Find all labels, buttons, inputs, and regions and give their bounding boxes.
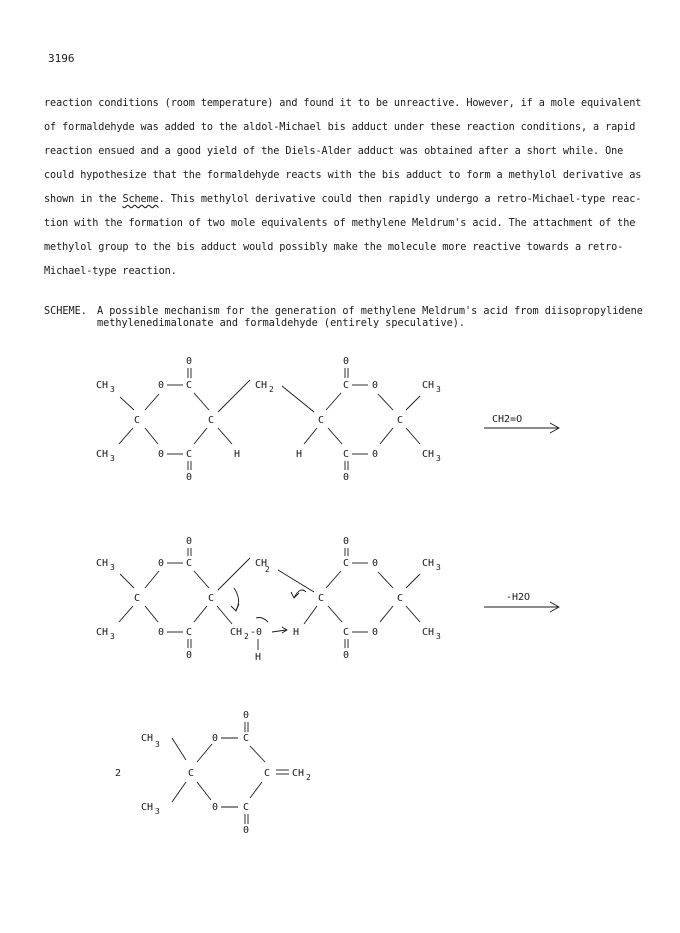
- svg-text:0: 0: [372, 627, 379, 638]
- svg-text:C: C: [397, 415, 404, 426]
- svg-text:H: H: [255, 652, 262, 663]
- svg-text:0: 0: [158, 449, 165, 460]
- svg-text:CH: CH: [96, 558, 109, 569]
- svg-text:0: 0: [372, 380, 379, 391]
- svg-text:C: C: [343, 380, 350, 391]
- svg-text:-0: -0: [250, 627, 263, 638]
- svg-text:H: H: [234, 449, 241, 460]
- svg-text:CH: CH: [96, 449, 109, 460]
- svg-text:3: 3: [110, 454, 115, 463]
- svg-text:3: 3: [110, 385, 115, 394]
- svg-text:0: 0: [212, 733, 219, 744]
- paragraph-line: could hypothesize that the formaldehyde reacts with the bis adduct to form a methylol derivative as: [44, 170, 642, 181]
- svg-text:H: H: [296, 449, 303, 460]
- stoichiometric-coefficient: 2: [115, 768, 122, 779]
- paragraph-line: tion with the formation of two mole equivalents of methylene Meldrum's acid. The attachment of the: [44, 218, 636, 229]
- svg-text:0: 0: [158, 380, 165, 391]
- svg-text:0: 0: [158, 627, 165, 638]
- scheme-caption-line: methylenedimalonate and formaldehyde (entirely speculative).: [97, 318, 466, 329]
- methylene-meldrums-acid-structure: [115, 710, 311, 836]
- reagent-label: CH2=O: [492, 414, 523, 425]
- paragraph-line: shown in the Scheme. This methylol derivative could then rapidly undergo a retro-Michael-type reac-: [44, 194, 642, 205]
- methylol-derivative-structure: [96, 536, 441, 663]
- svg-text:C: C: [134, 593, 141, 604]
- svg-text:0: 0: [158, 558, 165, 569]
- svg-text:C: C: [186, 380, 193, 391]
- paragraph-line: Michael-type reaction.: [44, 266, 177, 277]
- paragraph-line: of formaldehyde was added to the aldol-Michael bis adduct under these reaction conditions, a rapid: [44, 122, 636, 133]
- reaction-arrow-2: [484, 592, 559, 612]
- scheme-caption-label: SCHEME.: [44, 306, 87, 317]
- svg-text:0: 0: [372, 558, 379, 569]
- svg-text:0: 0: [343, 472, 350, 483]
- svg-text:3: 3: [436, 454, 441, 463]
- bis-adduct-structure: [96, 356, 441, 483]
- svg-text:C: C: [208, 593, 215, 604]
- svg-text:CH: CH: [422, 627, 435, 638]
- paragraph-line: reaction ensued and a good yield of the Diels-Alder adduct was obtained after a short while. One: [44, 146, 624, 157]
- svg-text:C: C: [243, 802, 250, 813]
- svg-text:C: C: [188, 768, 195, 779]
- svg-text:3: 3: [436, 632, 441, 641]
- svg-text:CH: CH: [422, 449, 435, 460]
- svg-text:CH: CH: [422, 558, 435, 569]
- svg-text:3: 3: [436, 563, 441, 572]
- reagent-label: -H2O: [506, 592, 531, 603]
- svg-text:0: 0: [186, 650, 193, 661]
- svg-text:0: 0: [243, 710, 250, 721]
- svg-text:0: 0: [343, 650, 350, 661]
- svg-text:H: H: [293, 627, 300, 638]
- svg-text:C: C: [318, 593, 325, 604]
- svg-text:2: 2: [244, 632, 249, 641]
- svg-text:3: 3: [110, 563, 115, 572]
- scheme-caption-line: A possible mechanism for the generation of methylene Meldrum's acid from diisopropylidene: [97, 306, 643, 317]
- svg-text:C: C: [343, 627, 350, 638]
- svg-text:CH: CH: [255, 558, 268, 569]
- svg-text:CH: CH: [141, 802, 154, 813]
- svg-text:C: C: [343, 558, 350, 569]
- svg-text:CH: CH: [230, 627, 243, 638]
- svg-text:C: C: [186, 627, 193, 638]
- svg-text:0: 0: [343, 536, 350, 547]
- svg-text:0: 0: [343, 356, 350, 367]
- svg-text:CH: CH: [255, 380, 268, 391]
- paragraph-line: reaction conditions (room temperature) and found it to be unreactive. However, if a mole equivalent: [44, 98, 642, 109]
- svg-text:C: C: [318, 415, 325, 426]
- svg-text:C: C: [186, 449, 193, 460]
- svg-text:3: 3: [155, 807, 160, 816]
- svg-text:0: 0: [372, 449, 379, 460]
- svg-text:CH: CH: [96, 380, 109, 391]
- svg-text:0: 0: [243, 825, 250, 836]
- svg-text:2: 2: [265, 565, 270, 574]
- svg-text:2: 2: [269, 385, 274, 394]
- svg-text:C: C: [186, 558, 193, 569]
- svg-text:C: C: [134, 415, 141, 426]
- svg-text:C: C: [243, 733, 250, 744]
- reaction-scheme: [0, 330, 680, 870]
- svg-text:C: C: [264, 768, 271, 779]
- svg-text:C: C: [397, 593, 404, 604]
- svg-text:C: C: [208, 415, 215, 426]
- body-paragraph: [44, 92, 644, 284]
- svg-text:CH: CH: [292, 768, 305, 779]
- svg-text:0: 0: [212, 802, 219, 813]
- svg-text:0: 0: [186, 356, 193, 367]
- svg-text:2: 2: [306, 773, 311, 782]
- paragraph-line: methylol group to the bis adduct would possibly make the molecule more reactive towards a retro-: [44, 242, 624, 253]
- svg-text:3: 3: [436, 385, 441, 394]
- svg-text:CH: CH: [422, 380, 435, 391]
- svg-text:3: 3: [110, 632, 115, 641]
- svg-text:CH: CH: [141, 733, 154, 744]
- svg-text:C: C: [343, 449, 350, 460]
- svg-text:3: 3: [155, 740, 160, 749]
- svg-text:0: 0: [186, 536, 193, 547]
- svg-text:0: 0: [186, 472, 193, 483]
- reaction-arrow-1: [484, 414, 559, 433]
- svg-text:CH: CH: [96, 627, 109, 638]
- page-number: 3196: [48, 52, 75, 65]
